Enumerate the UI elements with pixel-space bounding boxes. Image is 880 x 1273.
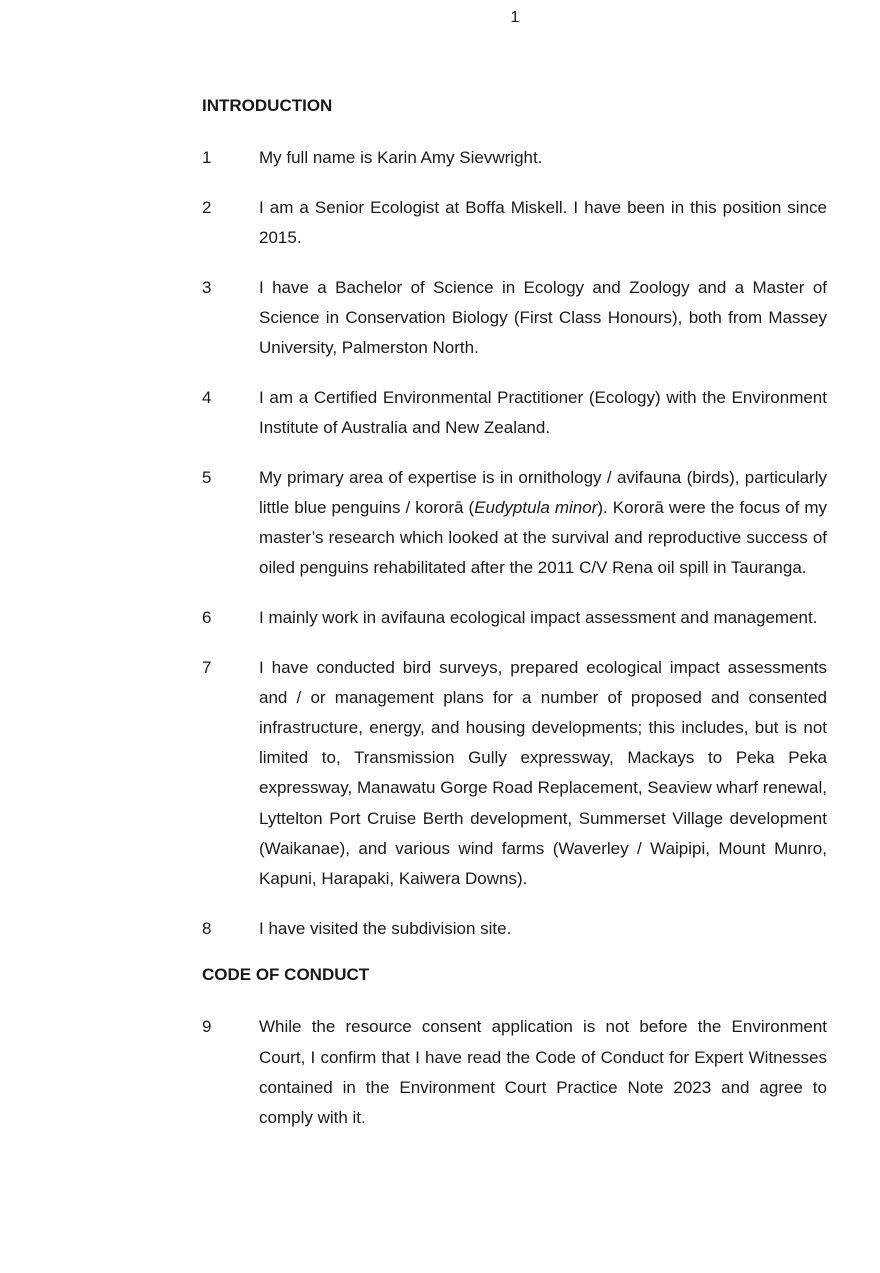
paragraph-text-part: My primary area of expertise is in ornithology / avifauna (birds), particularly little blue penguins / kororā ( <box>259 467 827 517</box>
section-heading-code-of-conduct: CODE OF CONDUCT <box>202 965 370 985</box>
paragraph <box>202 603 827 633</box>
section-heading-introduction: INTRODUCTION <box>202 96 333 115</box>
paragraph <box>202 273 827 364</box>
paragraph-text <box>259 463 827 584</box>
paragraph <box>202 463 827 584</box>
document-body <box>202 94 827 1153</box>
paragraph <box>202 653 827 895</box>
paragraph-number: 2 <box>202 197 212 217</box>
paragraph <box>202 1012 827 1133</box>
paragraph <box>202 193 827 253</box>
paragraph-number: 9 <box>202 1017 212 1037</box>
paragraph-number: 3 <box>202 277 212 297</box>
paragraph-text: While the resource consent application is not before the Environment Court, I confirm that I have read the Code of Conduct for Expert Witnesses contained in the Environment Court Practice Note 2023 and agree to comply with it. <box>259 1017 827 1128</box>
page-number: 1 <box>510 9 520 26</box>
paragraph-text: I mainly work in avifauna ecological impact assessment and management. <box>259 607 818 627</box>
species-name: Eudyptula minor <box>474 497 598 517</box>
paragraph-text: My full name is Karin Amy Sievwright. <box>259 148 543 167</box>
paragraph-text-part: ). Kororā were the focus of my master’s research which looked at the survival and reproductive success of oiled penguins rehabilitated after the 2011 C/V Rena oil spill in Tauranga. <box>259 497 828 578</box>
paragraph-text: I am a Senior Ecologist at Boffa Miskell. I have been in this position since 2015. <box>259 197 827 247</box>
paragraph <box>202 383 827 443</box>
paragraph <box>202 914 827 944</box>
paragraph-number: 1 <box>202 148 212 167</box>
paragraph <box>202 143 827 173</box>
paragraph-number: 7 <box>202 657 212 677</box>
paragraph-text: I have conducted bird surveys, prepared ecological impact assessments and / or management plans for a number of proposed and consented infrastructure, energy, and housing developments; this includes, but is not limited to, Transmission Gully expressway, Mackays to Peka Peka expressway, Manawatu Gorge Road Replacement, Seaview wharf renewal, Lyttelton Port Cruise Berth development, Summerset Village development (Waikanae), and various wind farms (Waverley / Waipipi, Mount Munro, Kapuni, Harapaki, Kaiwera Downs). <box>259 657 827 889</box>
paragraph-number: 6 <box>202 607 212 627</box>
paragraph-text: I am a Certified Environmental Practitioner (Ecology) with the Environment Institute of Australia and New Zealand. <box>259 387 827 437</box>
paragraph-number: 8 <box>202 918 212 938</box>
paragraph-number: 4 <box>202 387 212 407</box>
paragraph-number: 5 <box>202 467 212 487</box>
paragraph-text: I have a Bachelor of Science in Ecology and Zoology and a Master of Science in Conservation Biology (First Class Honours), both from Massey University, Palmerston North. <box>259 277 827 358</box>
paragraph-text: I have visited the subdivision site. <box>259 918 512 938</box>
